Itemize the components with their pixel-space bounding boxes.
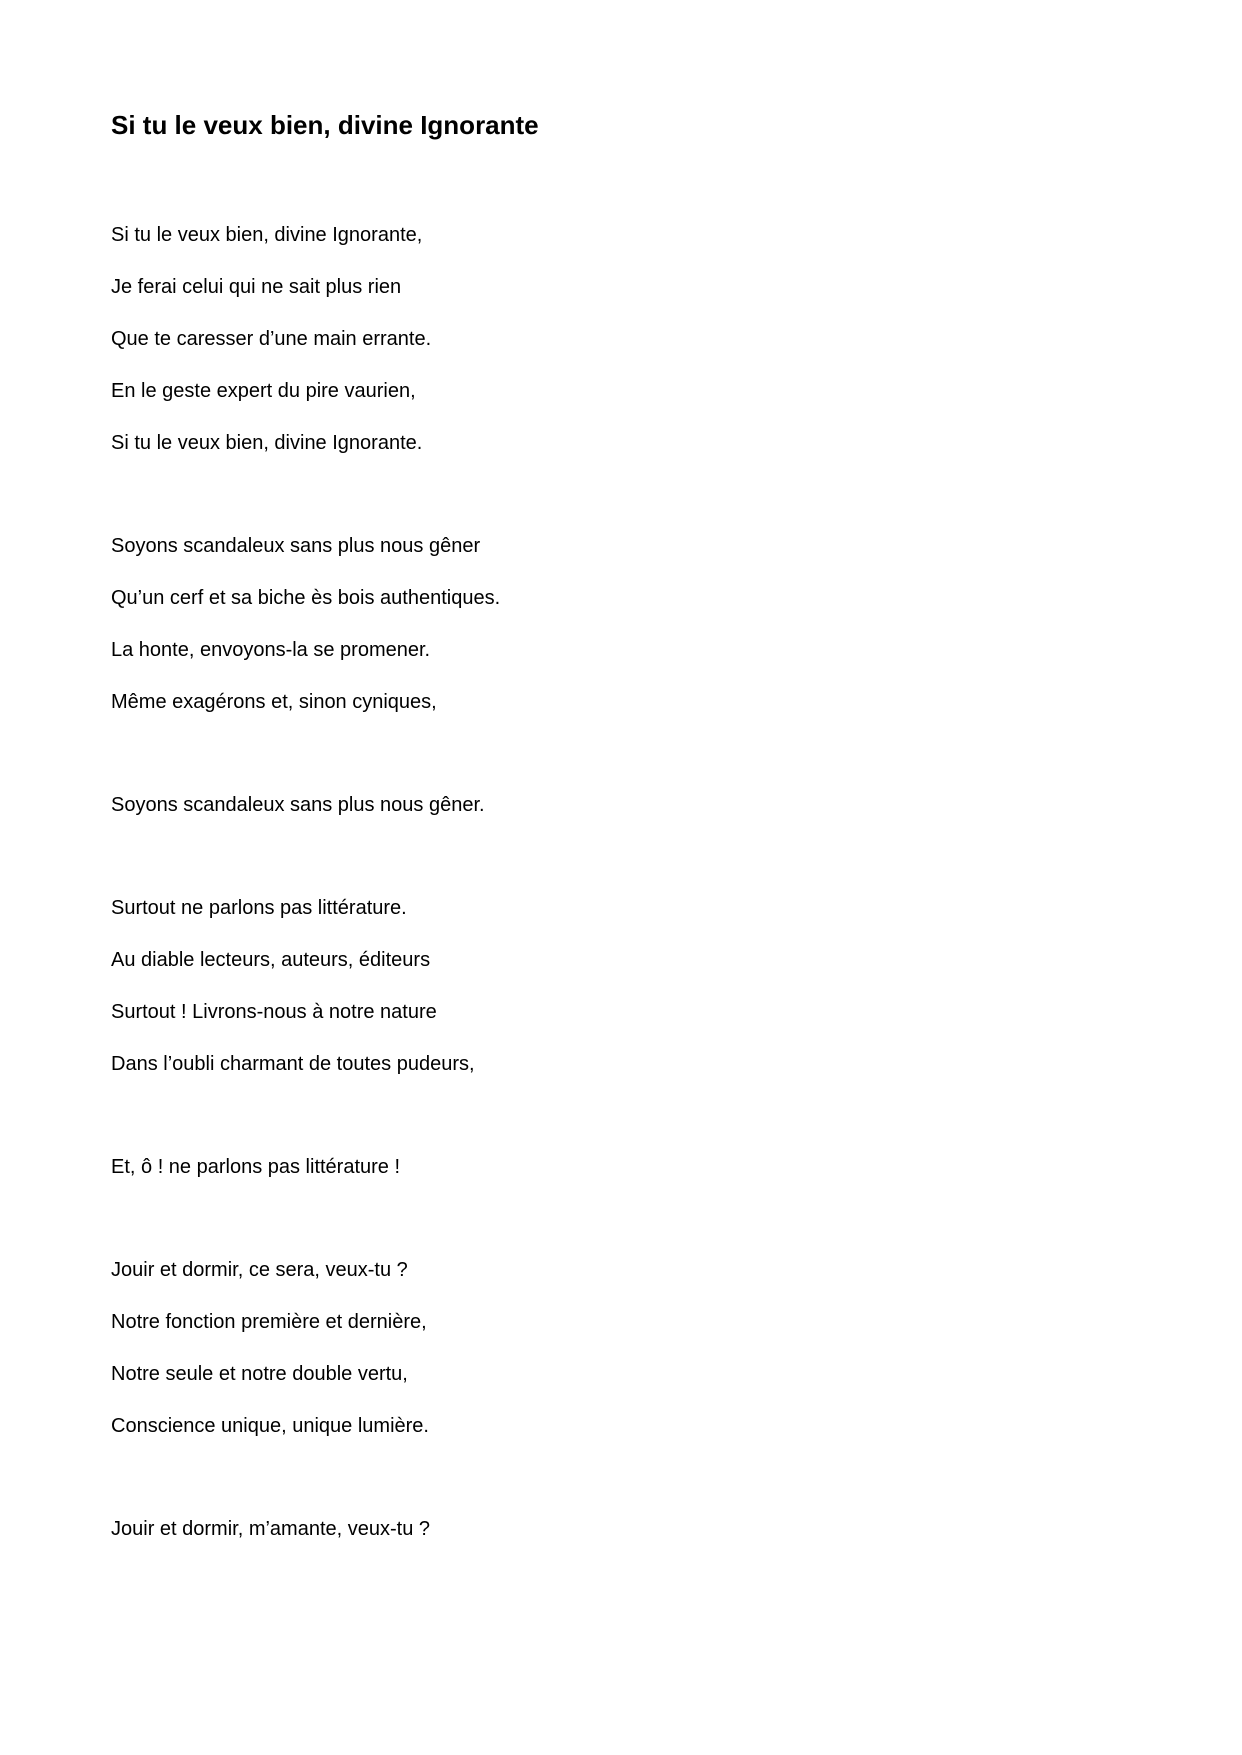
poem-line: Si tu le veux bien, divine Ignorante. — [111, 432, 423, 454]
poem-line: Que te caresser d’une main errante. — [111, 328, 432, 350]
poem-line: Qu’un cerf et sa biche ès bois authentiques. — [111, 587, 501, 609]
poem-line: Même exagérons et, sinon cyniques, — [111, 691, 437, 713]
poem-line: Surtout ne parlons pas littérature. — [111, 897, 407, 919]
poem-line: Soyons scandaleux sans plus nous gêner — [111, 535, 481, 557]
poem-line: Conscience unique, unique lumière. — [111, 1415, 429, 1437]
poem-line: Dans l’oubli charmant de toutes pudeurs, — [111, 1053, 475, 1075]
poem-line: La honte, envoyons-la se promener. — [111, 639, 431, 661]
poem-line: Si tu le veux bien, divine Ignorante, — [111, 224, 423, 246]
poem-line: Jouir et dormir, ce sera, veux-tu ? — [111, 1259, 408, 1281]
poem-line: Surtout ! Livrons-nous à notre nature — [111, 1001, 437, 1023]
poem-line: Je ferai celui qui ne sait plus rien — [111, 276, 402, 298]
poem-line: Jouir et dormir, m’amante, veux-tu ? — [111, 1518, 431, 1540]
poem-body — [111, 0, 1111, 1755]
poem-line: Soyons scandaleux sans plus nous gêner. — [111, 794, 485, 816]
poem-line: Notre fonction première et dernière, — [111, 1311, 427, 1333]
poem-title: Si tu le veux bien, divine Ignorante — [111, 110, 539, 140]
poem-line: Au diable lecteurs, auteurs, éditeurs — [111, 949, 431, 971]
poem-line: En le geste expert du pire vaurien, — [111, 380, 416, 402]
poem-line: Et, ô ! ne parlons pas littérature ! — [111, 1156, 401, 1178]
poem-line: Notre seule et notre double vertu, — [111, 1363, 408, 1385]
